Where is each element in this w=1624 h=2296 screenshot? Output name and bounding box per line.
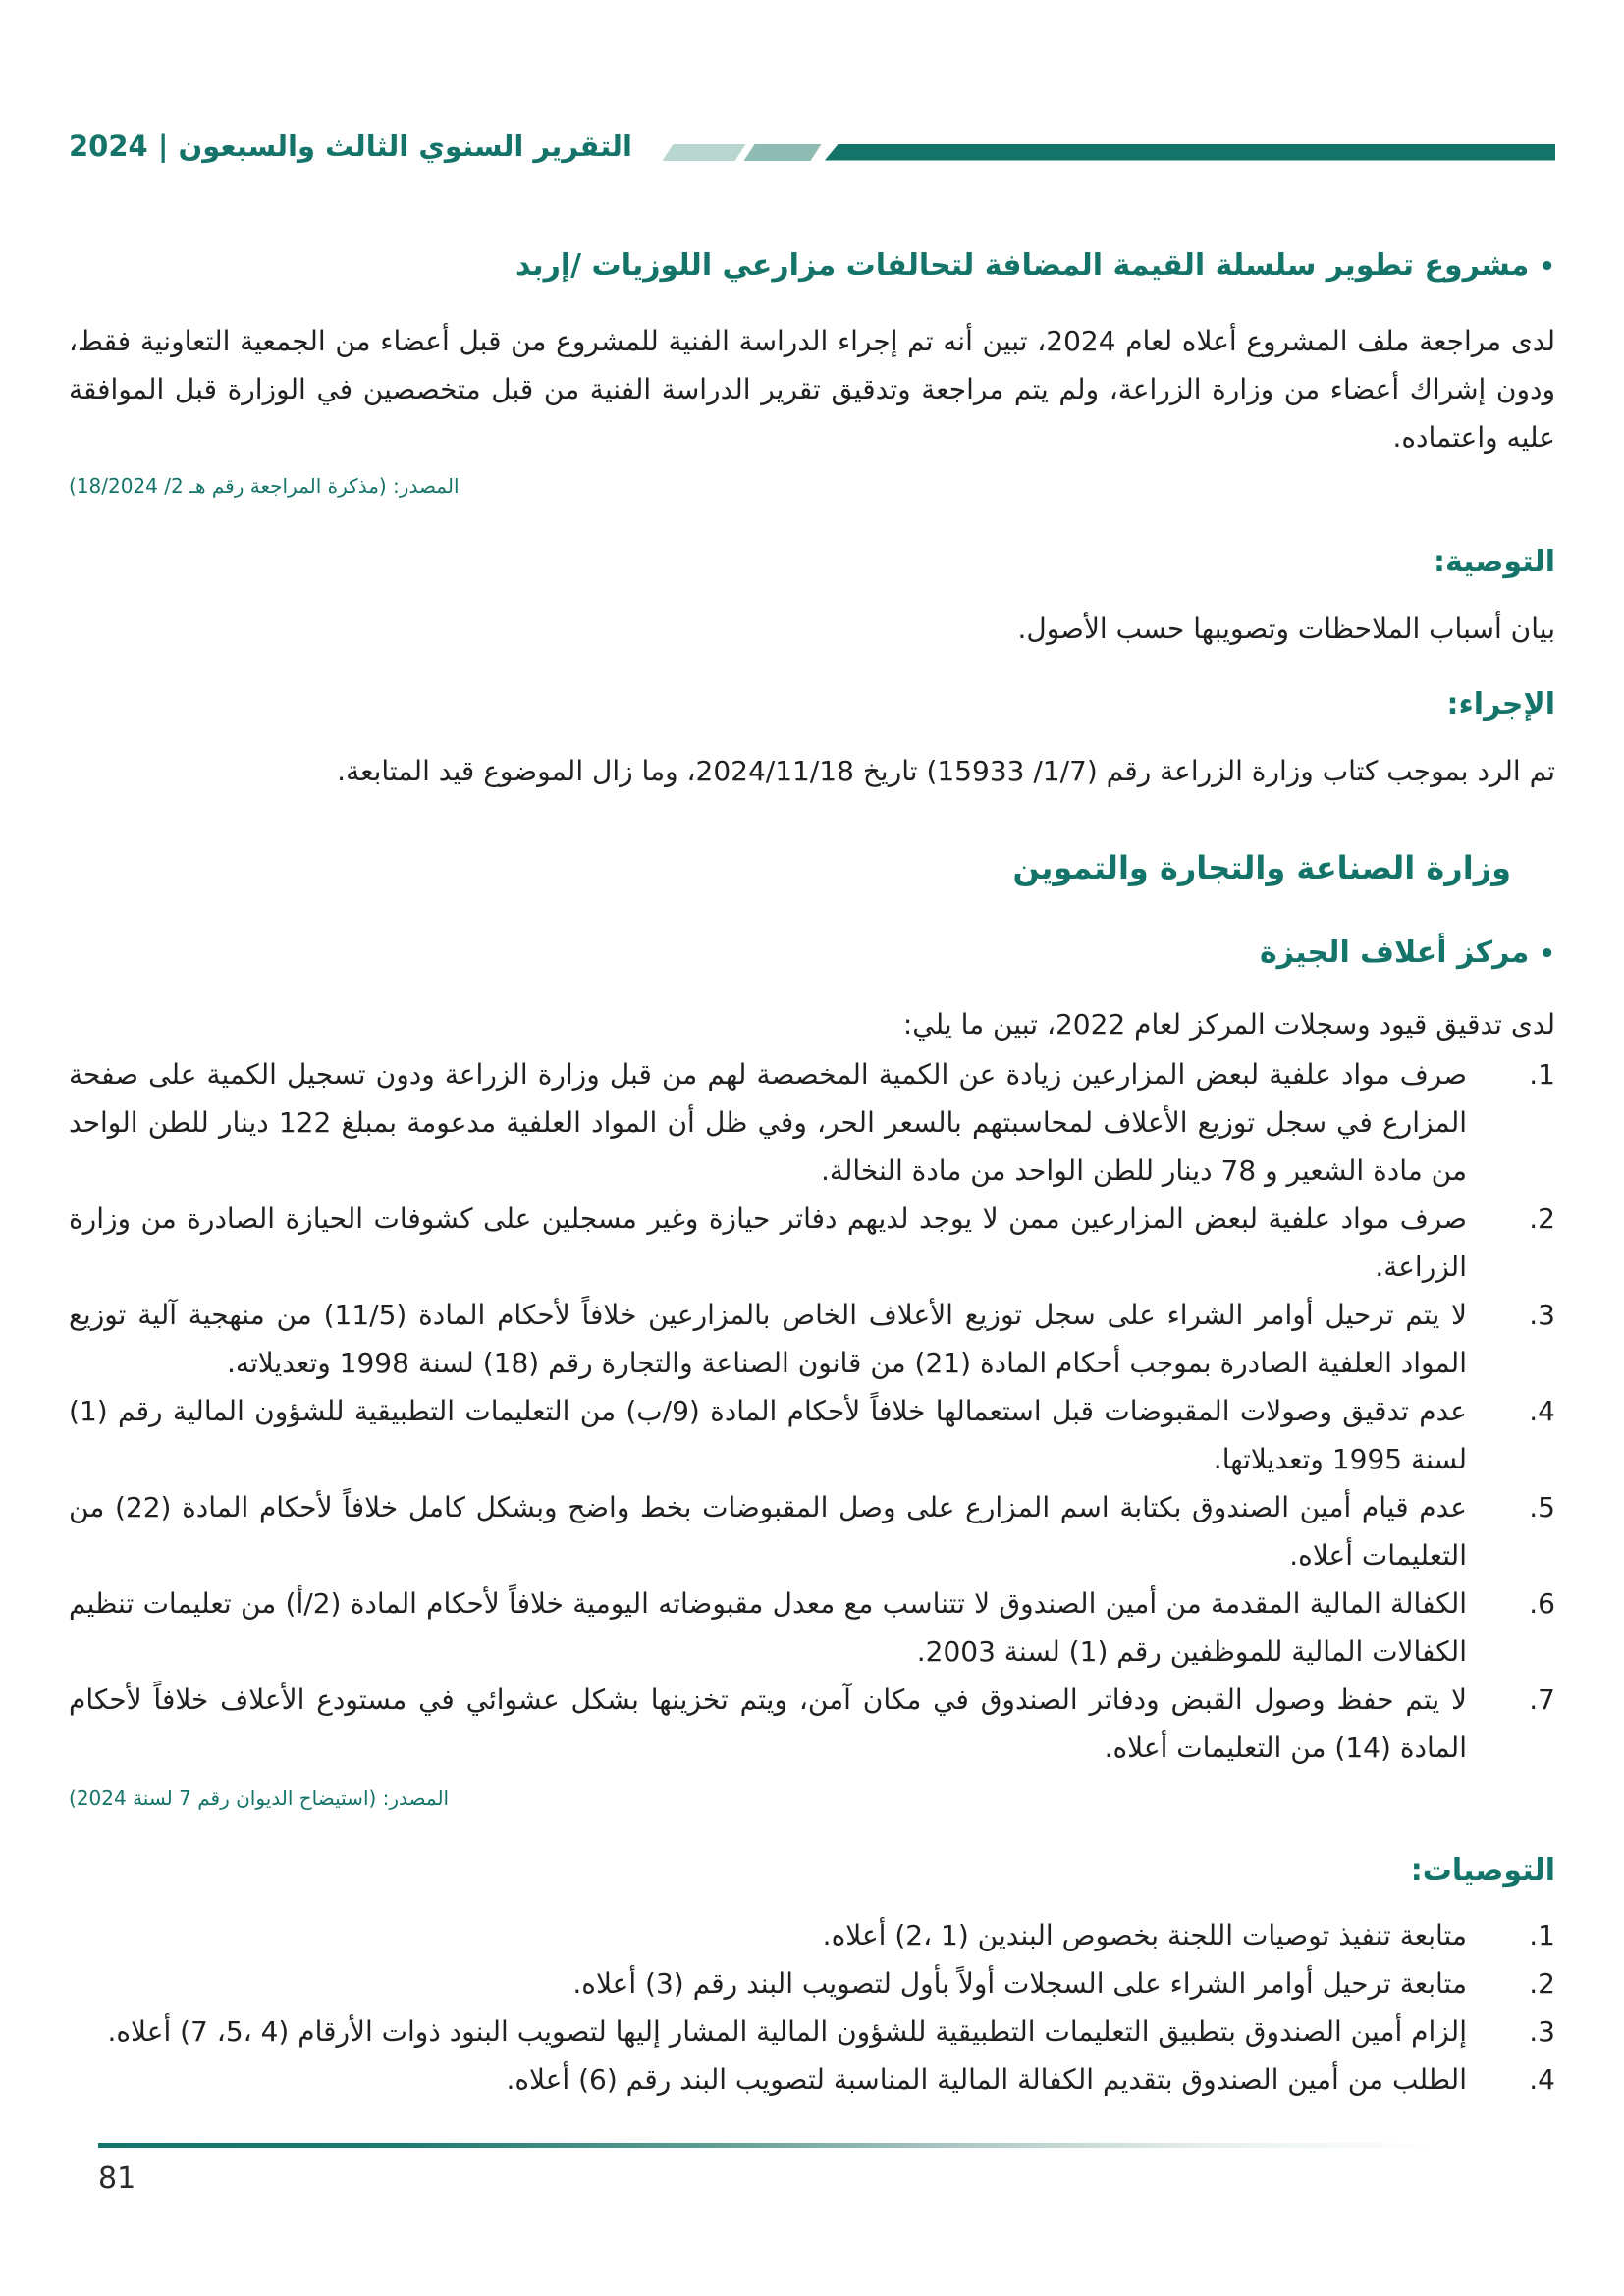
finding-text: لا يتم حفظ وصول القبض ودفاتر الصندوق في مكان آمن، ويتم تخزينها بشكل عشوائي في مستودع الأعلاف خلافاً لأحكام المادة (14) من التعليمات أعلاه. (69, 1683, 1467, 1764)
finding-item (69, 1387, 1555, 1483)
recommendation-number: 2. (1529, 1967, 1555, 2000)
topic-heading-text: مركز أعلاف الجيزة (1259, 935, 1530, 970)
topic-heading-feed-center (69, 931, 1555, 977)
recommendations-heading: التوصيات: (1410, 1853, 1555, 1888)
header-decor-segment-light (662, 144, 745, 161)
recommendation-heading: التوصية: (1433, 545, 1555, 579)
finding-text: عدم تدقيق وصولات المقبوضات قبل استعمالها خلافاً لأحكام المادة (9/ب) من التعليمات التطبيقية للشؤون المالية رقم (1) لسنة 1995 وتعديلاتها. (69, 1395, 1468, 1475)
topic-heading-text: مشروع تطوير سلسلة القيمة المضافة لتحالفات مزارعي اللوزيات /إربد (515, 248, 1530, 283)
recommendation-item (69, 1959, 1555, 2007)
recommendation-text: الطلب من أمين الصندوق بتقديم الكفالة المالية المناسبة لتصويب البند رقم (6) أعلاه. (506, 2063, 1467, 2096)
finding-item (69, 1050, 1555, 1195)
finding-text: صرف مواد علفية لبعض المزارعين ممن لا يوجد لديهم دفاتر حيازة وغير مسجلين على كشوفات الحيازة الصادرة من وزارة الزراعة. (69, 1202, 1467, 1283)
recommendation-text: متابعة تنفيذ توصيات اللجنة بخصوص البندين (1 ،2) أعلاه. (822, 1919, 1467, 1951)
report-title: التقرير السنوي الثالث والسبعون | 2024 (69, 130, 632, 163)
recommendation-item (69, 2007, 1555, 2056)
finding-item (69, 1195, 1555, 1291)
recommendation-item (69, 1911, 1555, 1959)
recommendations-list (69, 1911, 1555, 2104)
finding-text: عدم قيام أمين الصندوق بكتابة اسم المزارع على وصل المقبوضات بخط واضح وبشكل كامل خلافاً لأحكام المادة (22) من التعليمات أعلاه. (69, 1491, 1467, 1572)
finding-number: 1. (1529, 1058, 1555, 1091)
finding-item (69, 1676, 1555, 1772)
page-header (69, 122, 1555, 171)
finding-number: 5. (1529, 1491, 1555, 1523)
action-text: تم الرد بموجب كتاب وزارة الزراعة رقم (1/7/ 15933) تاريخ 2024/11/18، وما زال الموضوع قيد المتابعة. (337, 755, 1555, 787)
recommendation-number: 3. (1529, 2015, 1555, 2048)
finding-item (69, 1483, 1555, 1579)
finding-number: 3. (1529, 1299, 1555, 1331)
header-decor-segment-mid (743, 144, 821, 161)
finding-item (69, 1579, 1555, 1676)
recommendation-number: 1. (1529, 1919, 1555, 1951)
finding-item (69, 1291, 1555, 1387)
topic-body-paragraph: لدى مراجعة ملف المشروع أعلاه لعام 2024، تبين أنه تم إجراء الدراسة الفنية للمشروع من قبل أعضاء من الجمعية التعاونية فقط، ودون إشراك أعضاء من وزارة الزراعة، ولم يتم مراجعة وتدقيق تقرير الدراسة الفنية من قبل متخصصين في الوزارة قبل الموافقة عليه واعتماده. (69, 325, 1555, 454)
header-decor-bar (825, 144, 1555, 161)
topic-heading-almonds-project (69, 243, 1555, 290)
recommendation-text: بيان أسباب الملاحظات وتصويبها حسب الأصول. (1017, 613, 1555, 645)
findings-list (69, 1050, 1555, 1772)
ministry-section-heading: وزارة الصناعة والتجارة والتموين (1012, 849, 1511, 886)
finding-text: الكفالة المالية المقدمة من أمين الصندوق لا تتناسب مع معدل مقبوضاته اليومية خلافاً لأحكام المادة (2/أ) من تعليمات تنظيم الكفالات المالية للموظفين رقم (1) لسنة 2003. (69, 1587, 1468, 1668)
finding-number: 4. (1529, 1395, 1555, 1427)
findings-intro: لدى تدقيق قيود وسجلات المركز لعام 2022، تبين ما يلي: (902, 1008, 1555, 1041)
action-heading: الإجراء: (1446, 687, 1555, 721)
bullet-icon: • (1539, 252, 1555, 282)
recommendation-item (69, 2056, 1555, 2104)
recommendation-text: إلزام أمين الصندوق بتطبيق التعليمات التطبيقية للشؤون المالية المشار إليها لتصويب البنود ذوات الأرقام (4 ،5، 7) أعلاه. (107, 2015, 1467, 2048)
finding-number: 2. (1529, 1202, 1555, 1235)
source-citation: المصدر: (مذكرة المراجعة رقم هـ 2/ 18/2024) (69, 474, 460, 498)
recommendation-number: 4. (1529, 2063, 1555, 2096)
bullet-icon: • (1539, 939, 1555, 969)
finding-number: 6. (1529, 1587, 1555, 1620)
finding-number: 7. (1529, 1683, 1555, 1716)
recommendation-text: متابعة ترحيل أوامر الشراء على السجلات أولاً بأول لتصويب البند رقم (3) أعلاه. (572, 1967, 1467, 2000)
finding-text: لا يتم ترحيل أوامر الشراء على سجل توزيع الأعلاف الخاص بالمزارعين خلافاً لأحكام المادة (11/5) من منهجية آلية توزيع المواد العلفية الصادرة بموجب أحكام المادة (21) من قانون الصناعة والتجارة رقم (18) لسنة 1998 وتعديلاته. (69, 1299, 1467, 1379)
source-citation: المصدر: (استيضاح الديوان رقم 7 لسنة 2024) (69, 1787, 450, 1810)
footer-divider (98, 2143, 1465, 2148)
finding-text: صرف مواد علفية لبعض المزارعين زيادة عن الكمية المخصصة لهم من قبل وزارة الزراعة ودون تسجيل الكمية على صفحة المزارع في سجل توزيع الأعلاف لمحاسبتهم بالسعر الحر، وفي ظل أن المواد العلفية مدعومة بمبلغ 122 دينار للطن الواحد من مادة الشعير و 78 دينار للطن الواحد من مادة النخالة. (69, 1058, 1468, 1187)
page-number: 81 (98, 2162, 136, 2196)
document-body (69, 243, 1555, 2104)
